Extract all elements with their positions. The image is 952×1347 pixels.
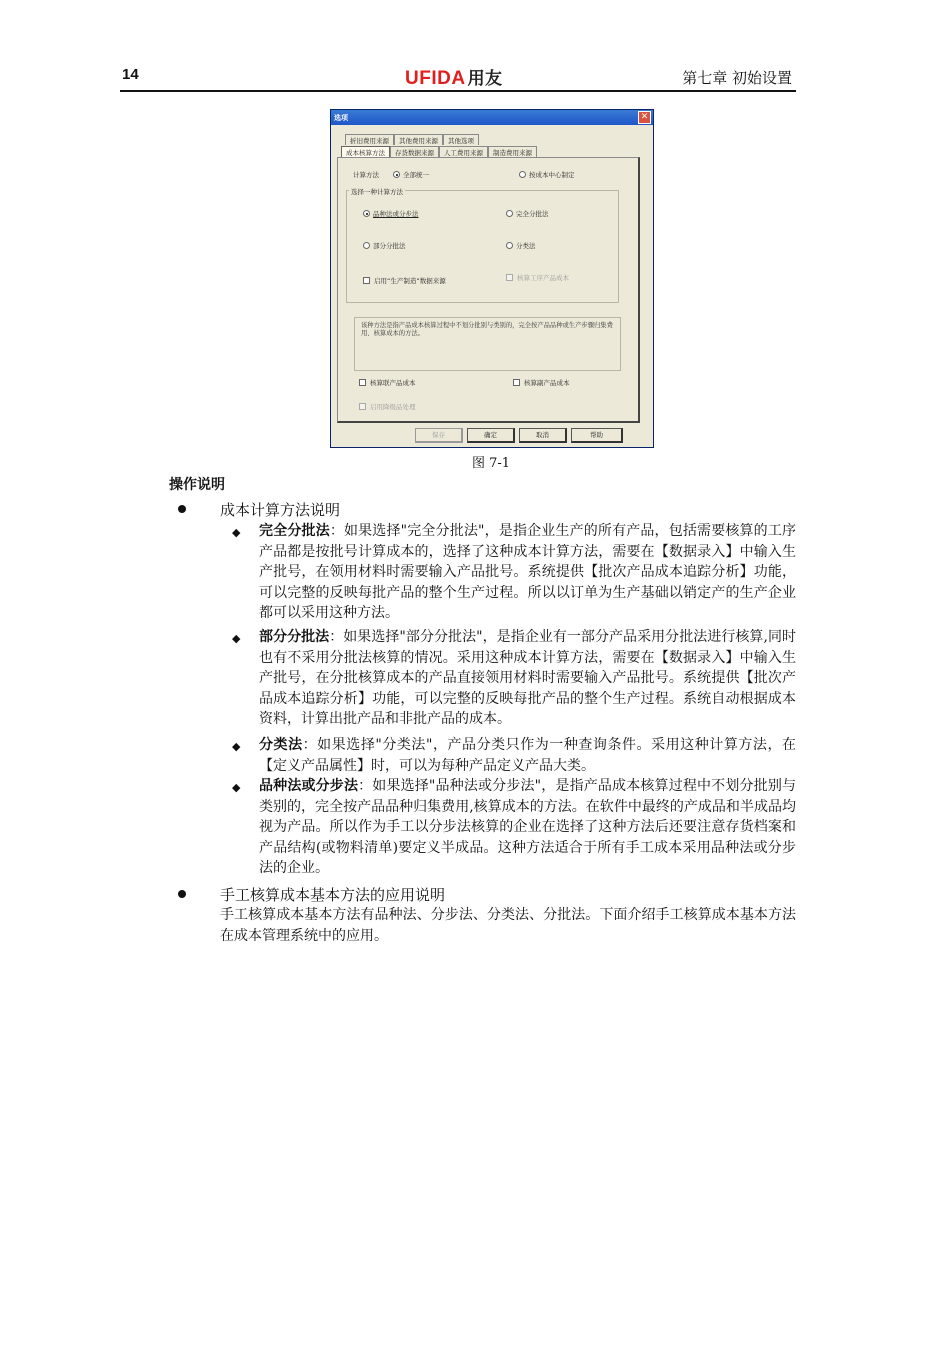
method-partial-batch — [259, 627, 796, 730]
tab-labor-source[interactable]: 人工费用来源 — [439, 146, 488, 157]
checkbox-label: 核算副产品成本 — [524, 379, 570, 387]
radio-label: 部分分批法 — [373, 242, 406, 250]
dialog-title: 选项 — [334, 114, 348, 122]
tab-row-2 — [341, 146, 537, 157]
method-description: 该种方法是指产品成本核算过程中不划分批别与类别的，完全按产品品种或生产步骤归集费用、核算成本的方法。 — [354, 317, 621, 371]
page-number: 14 — [122, 66, 139, 83]
radio-label: 完全分批法 — [516, 210, 549, 218]
radio-label: 分类法 — [516, 242, 536, 250]
checkbox-icon — [359, 379, 366, 386]
options-dialog — [330, 109, 654, 448]
checkbox-label: 核算工序产品成本 — [517, 274, 569, 282]
diamond-bullet-icon: ◆ — [232, 740, 241, 753]
diamond-bullet-icon: ◆ — [232, 632, 241, 645]
radio-icon — [519, 171, 526, 178]
checkbox-icon — [513, 379, 520, 386]
desc-variety-step: ：如果选择"品种法或分步法"，是指产品成本核算过程中不划分批别与类别的，完全按产品品种归集费用,核算成本的方法。在软件中最终的产成品和半成品均视为产品。所以作为手工以分步法核算的企业在选择了这种方法后还要注意存货档案和产品结构(或物料清单)要定义半成品。这种方法适合于所有手工成本采用品种法或分步法的企业。 — [259, 778, 796, 876]
checkbox-icon — [506, 274, 513, 281]
diamond-bullet-icon: ◆ — [232, 526, 241, 539]
bullet-manual-methods: 手工核算成本基本方法的应用说明 — [220, 886, 446, 904]
term-full-batch: 完全分批法 — [259, 523, 330, 539]
tab-depreciation-source[interactable]: 折旧费用来源 — [345, 134, 394, 145]
logo-text-cn: 用友 — [467, 69, 503, 89]
help-button[interactable]: 帮助 — [571, 428, 623, 443]
radio-all-unified[interactable] — [393, 170, 429, 179]
radio-classification[interactable] — [506, 241, 536, 250]
term-classification: 分类法 — [259, 737, 303, 753]
ufida-logo — [405, 64, 503, 90]
logo-text-en: UFIDA — [405, 68, 466, 89]
bullet-dot-icon — [178, 890, 186, 898]
calc-method-row — [353, 170, 379, 179]
bullet-dot-icon — [178, 505, 186, 513]
bullet-cost-method: 成本计算方法说明 — [220, 501, 341, 519]
tab-other-options[interactable]: 其他选项 — [443, 134, 479, 145]
radio-label: 全部统一 — [403, 171, 429, 179]
desc-partial-batch: ：如果选择"部分分批法"，是指企业有一部分产品采用分批法进行核算,同时也有不采用分批法核算的情况。采用这种成本计算方法，需要在【数据录入】中输入生产批号，在分批核算成本的产品直接领用材料时需要输入产品批号。系统提供【批次产品成本追踪分析】功能，可以完整的反映每批产品的整个生产过程。系统自动根据成本资料，计算出批产品和非批产品的成本。 — [259, 629, 797, 727]
method-full-batch — [259, 521, 796, 624]
desc-full-batch: ：如果选择"完全分批法"，是指企业生产的所有产品，包括需要核算的工序产品都是按批号计算成本的，选择了这种成本计算方法，需要在【数据录入】中输入生产批号，在领用材料时需要输入产品批号。系统提供【批次产品成本追踪分析】功能，可以完整的反映每批产品的整个生产过程。所以以订单为生产基础以销定产的生产企业都可以采用这种方法。 — [259, 523, 796, 621]
figure-caption: 图 7-1 — [472, 456, 511, 471]
radio-icon — [363, 210, 370, 217]
radio-icon — [506, 242, 513, 249]
radio-label: 按成本中心制定 — [529, 171, 575, 179]
tab-manufacturing-source[interactable]: 制造费用来源 — [488, 146, 537, 157]
radio-icon — [506, 210, 513, 217]
cancel-button[interactable]: 取消 — [519, 428, 567, 443]
tab-row-1 — [345, 134, 479, 145]
checkbox-downgrade — [359, 402, 416, 411]
manual-methods-body: 手工核算成本基本方法有品种法、分步法、分类法、分批法。下面介绍手工核算成本基本方法在成本管理系统中的应用。 — [220, 907, 796, 944]
checkbox-label: 启用“生产制造”数据来源 — [374, 277, 446, 285]
desc-classification: ：如果选择"分类法"，产品分类只作为一种查询条件。采用这种计算方法，在【定义产品属性】时，可以为每种产品定义产品大类。 — [259, 737, 796, 774]
checkbox-label: 启用降级品处理 — [370, 403, 416, 411]
tab-inventory-source[interactable]: 存货数据来源 — [390, 146, 439, 157]
calc-method-label: 计算方法 — [353, 171, 379, 179]
method-classification — [259, 735, 796, 776]
radio-variety-or-step[interactable] — [363, 209, 419, 218]
dialog-title-bar — [331, 110, 653, 125]
radio-icon — [393, 171, 400, 178]
page-header — [120, 64, 796, 92]
tab-other-expense-source[interactable]: 其他费用来源 — [394, 134, 443, 145]
ok-button[interactable]: 确定 — [467, 428, 515, 443]
tab-cost-method[interactable]: 成本核算方法 — [341, 146, 390, 157]
checkbox-process-cost — [506, 273, 569, 282]
close-icon[interactable]: ✕ — [638, 111, 651, 124]
checkbox-icon — [359, 403, 366, 410]
method-group-label: 选择一种计算方法 — [351, 188, 403, 196]
term-partial-batch: 部分分批法 — [259, 629, 330, 645]
checkbox-label: 核算联产品成本 — [370, 379, 416, 387]
diamond-bullet-icon: ◆ — [232, 781, 241, 794]
checkbox-by-product[interactable] — [513, 378, 570, 387]
checkbox-enable-source[interactable] — [363, 276, 446, 285]
save-button: 保存 — [415, 428, 463, 443]
checkbox-icon — [363, 277, 370, 284]
checkbox-joint-product[interactable] — [359, 378, 416, 387]
radio-partial-batch[interactable] — [363, 241, 406, 250]
radio-label: 品种法或分步法 — [373, 210, 419, 218]
section-title: 操作说明 — [169, 477, 225, 493]
chapter-title: 第七章 初始设置 — [682, 69, 792, 87]
radio-full-batch[interactable] — [506, 209, 549, 218]
term-variety-step: 品种法或分步法 — [259, 778, 359, 794]
radio-by-cost-center[interactable] — [519, 170, 575, 179]
radio-icon — [363, 242, 370, 249]
method-variety-step — [259, 776, 796, 879]
